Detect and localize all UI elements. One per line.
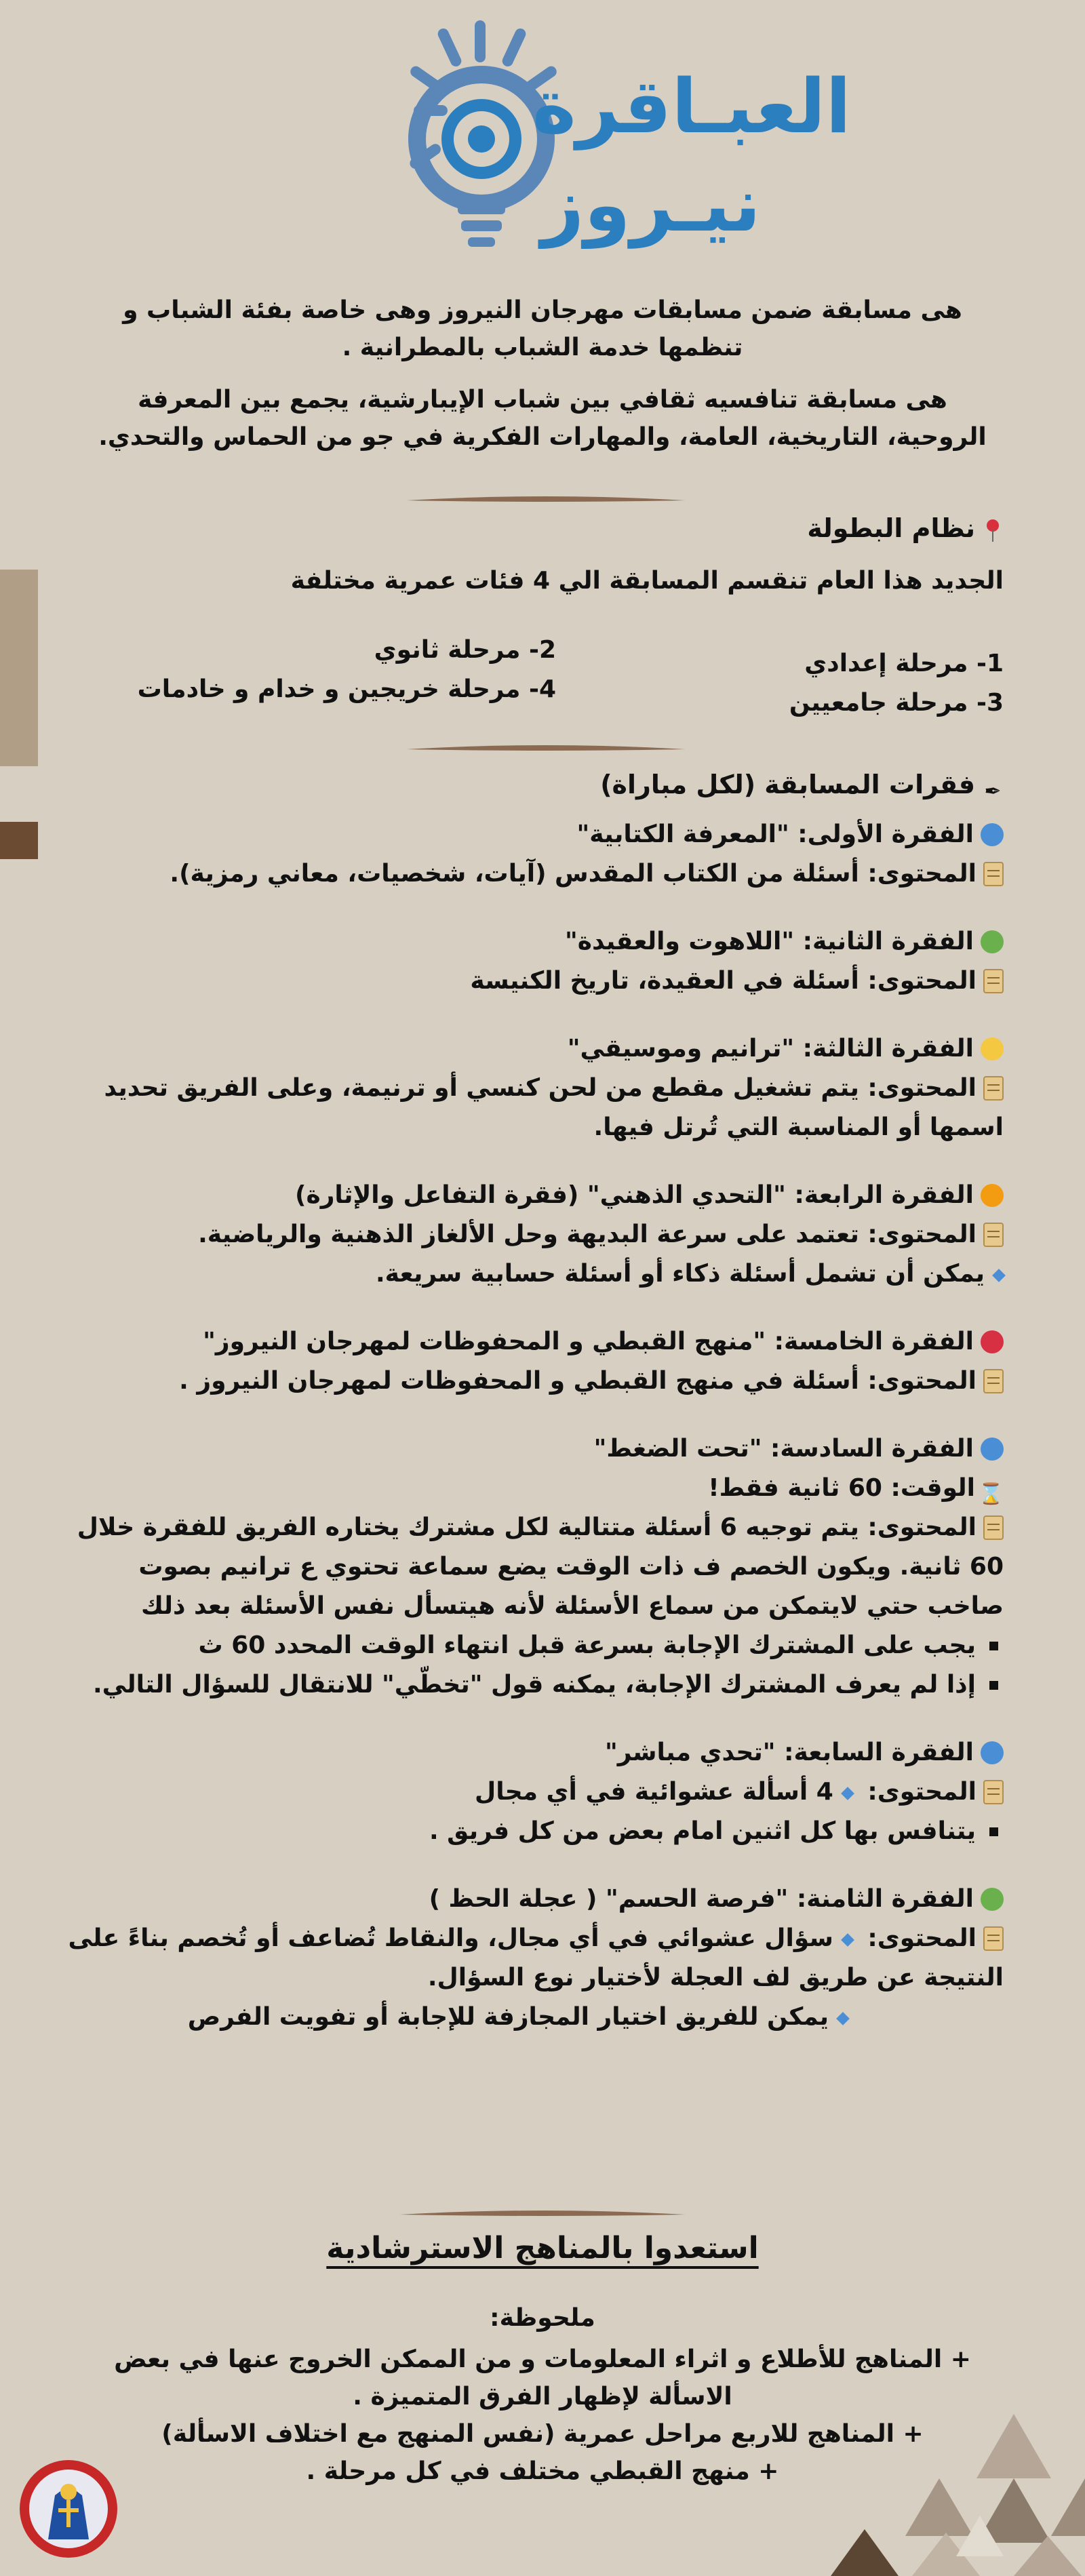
intro-p2-line2: الروحية، التاريخية، العامة، والمهارات الفكرية في جو من الحماس والتحدي. <box>98 423 987 451</box>
round-1-title: الفقرة الأولى: "المعرفة الكتابية" <box>576 820 974 848</box>
note-1-line1: + المناهج للأطلاع و اثراء المعلومات و من الممكن الخروج عنها في بعض <box>114 2345 971 2373</box>
note-title: ملحوظة: <box>490 2304 595 2332</box>
round-2-content: المحتوى: أسئلة في العقيدة، تاريخ الكنيسة <box>470 967 976 995</box>
black-square-bullet-icon <box>989 1827 998 1836</box>
round-4-content: المحتوى: تعتمد على سرعة البديهة وحل الألغاز الذهنية والرياضية. <box>198 1221 976 1248</box>
hourglass-icon: ⌛ <box>978 1482 1004 1506</box>
round-5 <box>54 1322 1004 1401</box>
orange-circle-icon <box>981 1184 1004 1207</box>
round-3-content-line1: المحتوى: يتم تشغيل مقطع من لحن كنسي أو ترنيمة، وعلى الفريق تحديد <box>104 1074 976 1102</box>
black-square-bullet-icon <box>989 1681 998 1690</box>
scroll-icon <box>983 862 1004 886</box>
round-8-content-prefix: المحتوى: <box>867 1924 976 1952</box>
categories <box>760 644 1004 723</box>
round-2 <box>54 922 1004 1001</box>
round-1 <box>54 815 1004 894</box>
round-7-title: الفقرة السابعة: "تحدي مباشر" <box>604 1739 974 1766</box>
round-6-time: الوقت: 60 ثانية فقط! <box>708 1474 975 1502</box>
round-6-bullet2: إذا لم يعرف المشترك الإجابة، يمكنه قول "تخطّي" للانتقال للسؤال التالي. <box>93 1671 976 1699</box>
system-section <box>41 509 1004 601</box>
round-4 <box>54 1176 1004 1294</box>
round-7-bullet: يتنافس بها كل اثنين امام بعض من كل فريق . <box>429 1817 976 1845</box>
category-4: 4- مرحلة خريجين و خدام و خادمات <box>137 675 556 703</box>
categories-col2 <box>122 631 556 709</box>
round-6-bullet1: يجب على المشترك الإجابة بسرعة قبل انتهاء الوقت المحدد 60 ث <box>198 1631 976 1659</box>
green-circle-icon <box>981 1888 1004 1911</box>
round-4-note: يمكن أن تشمل أسئلة ذكاء أو أسئلة حسابية سريعة. <box>376 1260 985 1288</box>
scroll-icon <box>983 1076 1004 1101</box>
small-blue-diamond-icon <box>992 1269 1006 1282</box>
scroll-icon <box>983 1223 1004 1247</box>
intro <box>41 292 1044 456</box>
scroll-icon <box>983 1780 1004 1804</box>
round-8-note: يمكن للفريق اختيار المجازفة للإجابة أو تفويت الفرص <box>187 2003 829 2031</box>
rounds-title: فقرات المسابقة (لكل مباراة) <box>600 770 975 799</box>
round-7 <box>54 1733 1004 1851</box>
green-circle-icon <box>981 930 1004 953</box>
rounds-section <box>54 765 1004 2037</box>
category-2: 2- مرحلة ثانوي <box>374 636 556 664</box>
round-1-content: المحتوى: أسئلة من الكتاب المقدس (آيات، شخصيات، معاني رمزية). <box>170 860 976 888</box>
logo-title-line2: نيـروز <box>541 161 761 248</box>
church-seal-logo <box>18 2458 119 2560</box>
divider <box>407 495 685 504</box>
small-blue-diamond-icon <box>841 1787 854 1800</box>
scroll-icon <box>983 1369 1004 1393</box>
intro-p1-line2: تنظمها خدمة الشباب بالمطرانية . <box>342 334 743 361</box>
red-circle-icon <box>981 1330 1004 1353</box>
logo <box>312 20 852 278</box>
divider <box>407 744 685 753</box>
intro-p2-line1: هى مسابقة تنافسيه ثقافي بين شباب الإيبارشية، يجمع بين المعرفة <box>138 386 947 414</box>
round-6-content-line1: المحتوى: يتم توجيه 6 أسئلة متتالية لكل مشترك يختاره الفريق للفقرة خلال <box>77 1513 976 1541</box>
scroll-icon <box>983 1515 1004 1540</box>
side-decor-bar <box>0 570 38 766</box>
triangles-decoration <box>831 2414 1085 2576</box>
blue-circle-icon <box>981 1741 1004 1764</box>
category-3: 3- مرحلة جامعيين <box>789 689 1004 717</box>
round-7-content-prefix: المحتوى: <box>867 1778 976 1806</box>
note-2: + المناهج للاربع مراحل عمرية (نفس المنهج مع اختلاف الاسألة) <box>161 2420 924 2448</box>
divider <box>400 2209 685 2219</box>
round-3 <box>54 1029 1004 1147</box>
scroll-icon <box>983 1926 1004 1951</box>
scroll-icon <box>983 969 1004 993</box>
round-6 <box>54 1429 1004 1705</box>
round-8 <box>54 1880 1004 2037</box>
small-blue-diamond-icon <box>836 2012 850 2025</box>
round-4-title: الفقرة الرابعة: "التحدي الذهني" (فقرة التفاعل والإثارة) <box>295 1181 974 1209</box>
blue-circle-icon <box>981 823 1004 846</box>
small-blue-diamond-icon <box>841 1933 854 1947</box>
round-pushpin-icon <box>982 519 1004 543</box>
yellow-circle-icon <box>981 1037 1004 1061</box>
note-3: + منهج القبطي مختلف في كل مرحلة . <box>306 2457 779 2485</box>
blue-circle-icon <box>981 1438 1004 1461</box>
round-3-title: الفقرة الثالثة: "ترانيم وموسيقي" <box>567 1035 974 1063</box>
curricula-heading: استعدوا بالمناهج الاسترشادية <box>326 2231 759 2265</box>
round-6-content-line2: 60 ثانية. ويكون الخصم ف ذات الوقت يضع سماعة تحتوي ع ترانيم بصوت <box>138 1553 1004 1581</box>
round-6-title: الفقرة السادسة: "تحت الضغط" <box>593 1435 974 1463</box>
round-5-title: الفقرة الخامسة: "منهج القبطي و المحفوظات لمهرجان النيروز" <box>203 1328 974 1355</box>
round-5-content: المحتوى: أسئلة في منهج القبطي و المحفوظات لمهرجان النيروز . <box>179 1367 976 1395</box>
intro-p1-line1: هى مسابقة ضمن مسابقات مهرجان النيروز وهى خاصة بفئة الشباب و <box>123 296 962 324</box>
note-1-line2: الاسألة لإظهار الفرق المتميزة . <box>353 2383 732 2411</box>
black-square-bullet-icon <box>989 1642 998 1650</box>
side-decor-square <box>0 822 38 859</box>
round-8-content-line2: النتيجة عن طريق لف العجلة لأختيار نوع السؤال. <box>427 1964 1004 1992</box>
pen-icon: ✒ <box>984 780 1002 804</box>
system-desc: الجديد هذا العام تنقسم المسابقة الي 4 فئات عمرية مختلفة <box>290 567 1004 595</box>
round-3-content-line2: اسمها أو المناسبة التي تُرتل فيها. <box>593 1113 1004 1141</box>
round-7-content: 4 أسألة عشوائية في أي مجال <box>475 1778 833 1806</box>
round-8-title: الفقرة الثامنة: "فرصة الحسم" ( عجلة الحظ ) <box>429 1885 974 1913</box>
round-6-content-line3: صاخب حتي لايتمكن من سماع الأسئلة لأنه هيتسأل نفس الأسئلة بعد ذلك <box>140 1592 1004 1620</box>
round-8-content-line1: سؤال عشوائي في أي مجال، والنقاط تُضاعف أو تُخصم بناءً على <box>68 1924 833 1952</box>
round-2-title: الفقرة الثانية: "اللاهوت والعقيدة" <box>564 928 974 955</box>
logo-title-line1: العبـاقرة <box>532 63 852 150</box>
system-title: نظام البطولة <box>807 513 975 543</box>
category-1: 1- مرحلة إعدادي <box>804 650 1004 677</box>
